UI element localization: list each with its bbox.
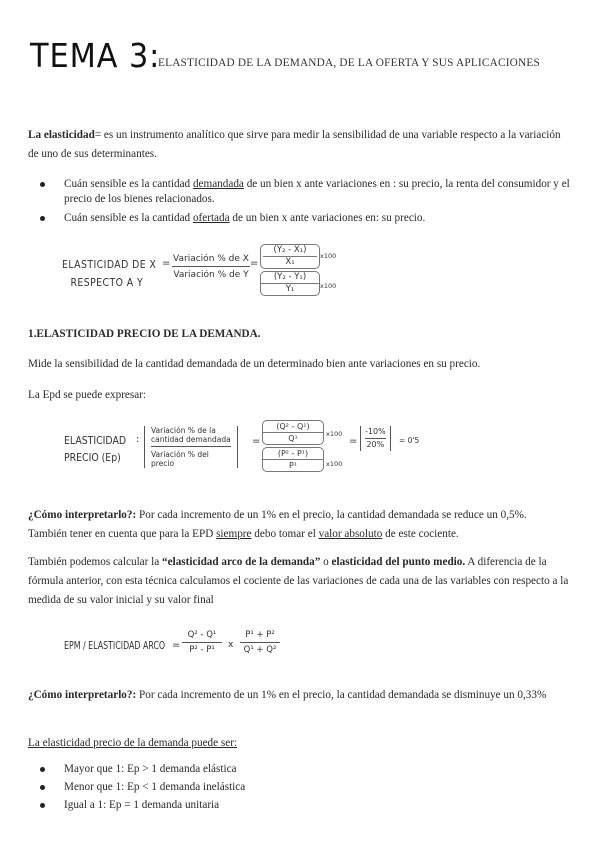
types-heading: La elasticidad precio de la demanda puede ser: <box>28 737 238 749</box>
list-item: Igual a 1: Ep = 1 demanda unitaria <box>52 798 572 813</box>
list-item: Menor que 1: Ep < 1 demanda inelástica <box>52 780 572 795</box>
interpretation-2: ¿Cómo interpretarlo?: Por cada incremento de un 1% en el precio, la cantidad demandada se disminuye un 0,33% <box>28 689 547 701</box>
arc-elasticity-paragraph: También podemos calcular la “elasticidad arco de la demanda” o elasticidad del punto medio. A diferencia de la fórmula anterior, con esta técnica calculamos el cociente de las variaciones de cada una de las variables con respecto a la medida de su valor inicial y su valor final <box>28 556 569 606</box>
formula-arc-elasticity: EPM / ELASTICIDAD ARCO = Q² - Q¹ P² - P¹ x P¹ + P² Q¹ + Q² <box>64 624 364 668</box>
list-item: Mayor que 1: Ep > 1 demanda elástica <box>52 762 572 777</box>
list-item: Cuán sensible es la cantidad demandada de un bien x ante variaciones en : su precio, la renta del consumidor y el precio de los bienes relacionados. <box>52 177 572 207</box>
intro-bullets <box>52 177 572 230</box>
types-list <box>52 762 572 816</box>
interpretation-1: ¿Cómo interpretarlo?: Por cada incremento de un 1% en el precio, la cantidad demandada se reduce un 0,5%. También tener en cuenta que para la EPD siempre debo tomar el valor absoluto de este cociente. <box>28 509 527 540</box>
section-heading: 1.ELASTICIDAD PRECIO DE LA DEMANDA. <box>28 328 261 340</box>
intro-definition: = es un instrumento analítico que sirve para medir la sensibilidad de una variable respecto a la variación de uno de sus determinantes. <box>28 129 561 160</box>
page-title: TEMA 3: <box>30 36 161 75</box>
intro-paragraph <box>28 126 573 164</box>
section-description: Mide la sensibilidad de la cantidad demandada de un determinado bien ante variaciones en su precio. <box>28 358 481 370</box>
page-subtitle: ELASTICIDAD DE LA DEMANDA, DE LA OFERTA Y SUS APLICACIONES <box>158 57 540 69</box>
formula-elasticity-general: ELASTICIDAD DE X RESPECTO A Y = Variación % de X Variación % de Y = (Y₂ - X₁) X₁ (Y₂ - Y₁) Y₁ x100 x100 <box>62 245 337 294</box>
list-item: Cuán sensible es la cantidad ofertada de un bien x ante variaciones en: su precio. <box>52 211 572 226</box>
epd-label: La Epd se puede expresar: <box>28 389 147 401</box>
formula-price-elasticity: ELASTICIDAD PRECIO (Ep) : Variación % de la cantidad demandada Variación % del precio = (Q² - Q¹) Q¹ (P² - P¹) P¹ x100 x100 = -10% 20% = 0'5 <box>64 422 420 470</box>
intro-term: La elasticidad <box>28 129 95 141</box>
